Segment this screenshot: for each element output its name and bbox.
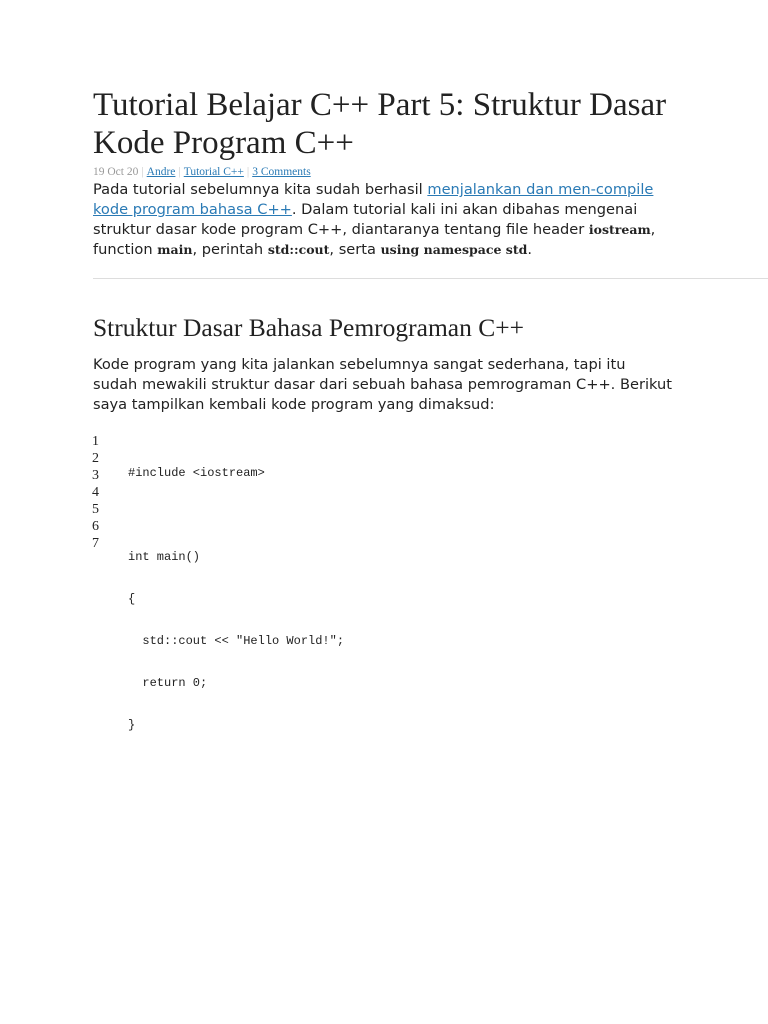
- author-link[interactable]: Andre: [146, 166, 176, 178]
- code-line: #include <iostream>: [128, 466, 265, 480]
- intro-text: , perintah: [192, 241, 268, 258]
- line-number: 7: [92, 536, 99, 551]
- comments-link[interactable]: 3 Comments: [252, 166, 311, 178]
- intro-text: , serta: [329, 241, 381, 258]
- intro-text: , function: [93, 221, 656, 258]
- line-number: 5: [92, 502, 99, 517]
- code-line: return 0;: [128, 676, 208, 690]
- code-line: int main(): [128, 550, 201, 564]
- meta-separator: |: [178, 166, 181, 178]
- section-heading: Struktur Dasar Bahasa Pemrograman C++: [93, 313, 524, 342]
- inline-code-using-namespace: using namespace std: [380, 242, 528, 257]
- code-lines[interactable]: [128, 438, 344, 760]
- intro-text: Pada tutorial sebelumnya kita sudah berhasil: [93, 181, 428, 198]
- post-date: 19 Oct 20: [93, 166, 139, 178]
- meta-separator: |: [246, 166, 250, 178]
- category-link[interactable]: Tutorial C++: [183, 166, 244, 178]
- intro-paragraph: [93, 180, 663, 260]
- meta-separator: |: [141, 166, 144, 178]
- code-line: [128, 508, 344, 522]
- line-number: 4: [92, 485, 99, 500]
- line-number: 3: [92, 468, 99, 483]
- line-number: 2: [92, 451, 99, 466]
- page-title: Tutorial Belajar C++ Part 5: Struktur Dasar Kode Program C++: [93, 87, 667, 161]
- inline-code-iostream: iostream: [588, 222, 651, 237]
- code-line: {: [128, 592, 136, 606]
- section-paragraph: Kode program yang kita jalankan sebelumnya sangat sederhana, tapi itu sudah mewakili struktur dasar dari sebuah bahasa pemrograman C++. Berikut saya tampilkan kembali kode program yang dimaksud:: [93, 356, 672, 413]
- code-line: std::cout << "Hello World!";: [128, 634, 345, 648]
- section-divider: [93, 278, 768, 279]
- intro-text: . Dalam tutorial kali ini akan dibahas mengenai struktur dasar kode program C++, diantaranya tentang file header: [93, 201, 638, 238]
- previous-tutorial-link[interactable]: menjalankan dan men-compile kode program bahasa C++: [93, 181, 654, 218]
- inline-code-main: main: [157, 242, 193, 257]
- inline-code-cout: std::cout: [267, 242, 330, 257]
- code-line-numbers: [92, 433, 106, 552]
- line-number: 6: [92, 519, 99, 534]
- post-meta: [93, 165, 311, 179]
- code-line: }: [128, 718, 136, 732]
- line-number: 1: [92, 434, 99, 449]
- code-block: [92, 433, 392, 732]
- intro-text: .: [527, 241, 532, 258]
